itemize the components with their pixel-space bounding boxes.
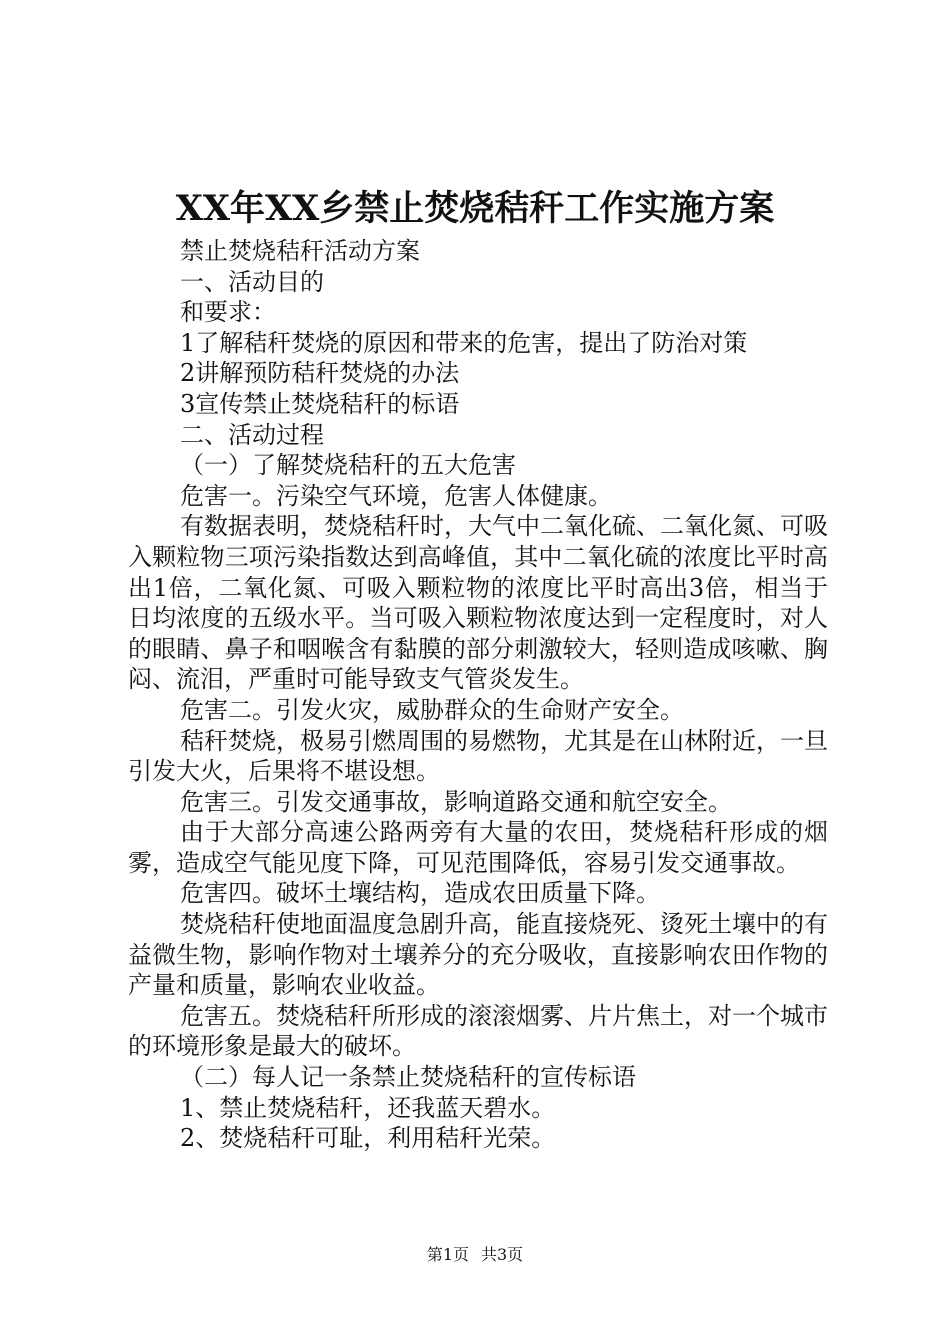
page-footer: [0, 1244, 950, 1266]
body-line: 危害三。引发交通事故，影响道路交通和航空安全。: [180, 787, 732, 816]
body-line: 一、活动目的: [180, 267, 324, 296]
body-line: （一）了解焚烧秸秆的五大危害: [180, 451, 516, 480]
body-line: 二、活动过程: [180, 420, 324, 449]
document-body: [128, 236, 828, 1154]
body-line: 和要求：: [180, 298, 276, 327]
page-total: 共3页: [481, 1245, 524, 1264]
document-title: XX年XX乡禁止焚烧秸秆工作实施方案: [175, 188, 775, 229]
body-line: 禁止焚烧秸秆活动方案: [180, 237, 420, 265]
body-line: 1、禁止焚烧秸秆，还我蓝天碧水。: [180, 1093, 556, 1122]
body-line: （二）每人记一条禁止焚烧秸秆的宣传标语: [180, 1063, 636, 1092]
page-number: 第1页: [426, 1245, 469, 1264]
body-line: 危害四。破坏土壤结构，造成农田质量下降。: [180, 879, 660, 908]
body-line: 危害一。污染空气环境，危害人体健康。: [180, 481, 612, 510]
body-paragraph: 有数据表明，焚烧秸秆时，大气中二氧化硫、二氧化氮、可吸入颗粒物三项污染指数达到高峰值，其中二氧化硫的浓度比平时高出1倍，二氧化氮、可吸入颗粒物的浓度比平时高出3倍，相当于日均浓度的五级水平。当可吸入颗粒物浓度达到一定程度时，对人的眼睛、鼻子和咽喉含有黏膜的部分刺激较大，轻则造成咳嗽、胸闷、流泪，严重时可能导致支气管炎发生。: [128, 512, 828, 694]
body-paragraph: 秸秆焚烧，极易引燃周围的易燃物，尤其是在山林附近，一旦引发大火，后果将不堪设想。: [128, 726, 828, 786]
body-line: 1了解秸秆焚烧的原因和带来的危害，提出了防治对策: [180, 328, 748, 357]
body-line: 危害二。引发火灾，威胁群众的生命财产安全。: [180, 695, 684, 724]
body-line: 2讲解预防秸秆焚烧的办法: [180, 359, 460, 388]
body-paragraph: 焚烧秸秆使地面温度急剧升高，能直接烧死、烫死土壤中的有益微生物，影响作物对土壤养分的充分吸收，直接影响农田作物的产量和质量，影响农业收益。: [128, 910, 828, 1000]
body-paragraph: 危害五。焚烧秸秆所形成的滚滚烟雾、片片焦土，对一个城市的环境形象是最大的破坏。: [128, 1001, 828, 1061]
body-line: 2、焚烧秸秆可耻，利用秸秆光荣。: [180, 1124, 556, 1153]
body-paragraph: 由于大部分高速公路两旁有大量的农田，焚烧秸秆形成的烟雾，造成空气能见度下降，可见范围降低，容易引发交通事故。: [128, 818, 828, 877]
body-line: 3宣传禁止焚烧秸秆的标语: [180, 389, 460, 418]
